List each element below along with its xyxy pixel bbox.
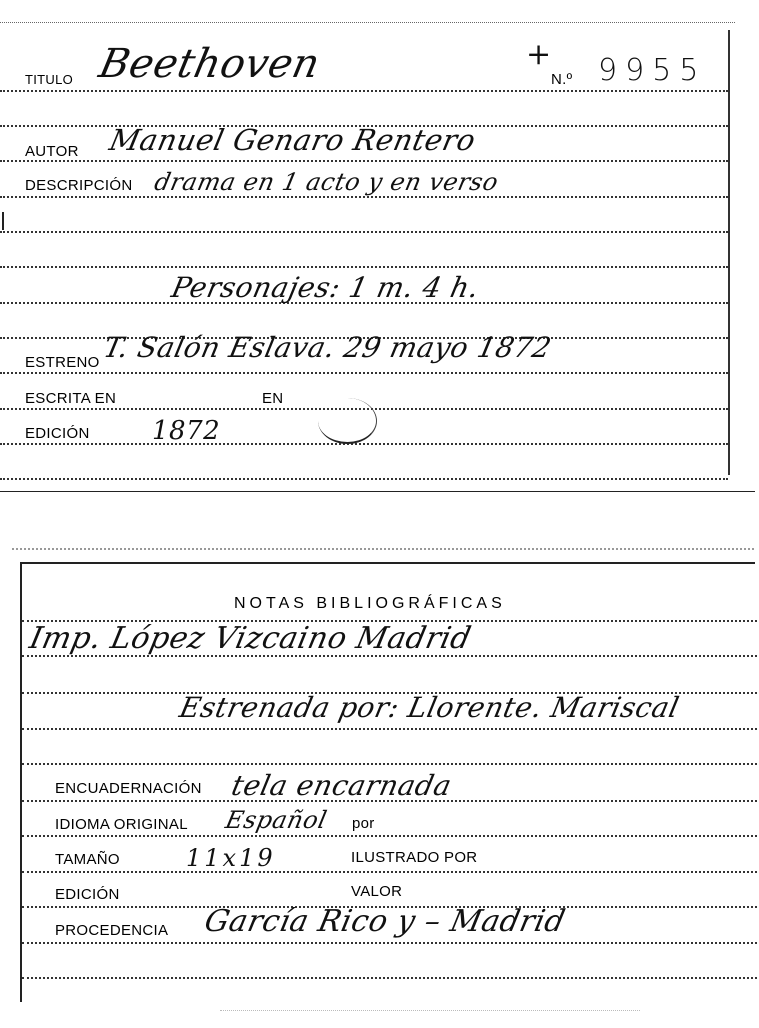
rule-line [22,942,757,944]
edicion-value: 1872 [152,416,221,446]
rule-line [22,835,757,837]
titulo-label: TITULO [25,72,74,87]
valor-label: VALOR [351,883,403,900]
personajes-note: Personajes: 1 m. 4 h. [168,271,483,304]
tamano-label: TAMAÑO [55,851,120,868]
procedencia-label: PROCEDENCIA [55,922,169,939]
autor-value: Manuel Genaro Rentero [106,123,479,157]
number-label: N.º [551,71,573,88]
rule-line [22,728,757,730]
rule-line [0,266,728,268]
tamano-value: 11x19 [186,844,276,872]
rule-line [0,443,728,445]
edicion2-label: EDICIÓN [55,886,120,903]
nota-estrenada: Estrenada por: Llorente. Mariscal [176,691,683,724]
nota-imprenta: Imp. López Vizcaino Madrid [26,621,475,656]
procedencia-value: García Rico y – Madrid [201,904,569,939]
escrita-label: ESCRITA EN [25,390,117,407]
rule-line [22,763,757,765]
card2-top-edge [20,562,755,564]
idioma-label: IDIOMA ORIGINAL [55,816,188,833]
card2-top-noise [12,548,754,550]
card1-left-mark [2,212,4,230]
rule-line [0,478,728,480]
card-number: 9955 [598,53,707,88]
encuadernacion-label: ENCUADERNACIÓN [55,780,202,797]
rule-line [22,871,757,873]
estreno-label: ESTRENO [25,354,100,371]
autor-label: AUTOR [25,143,79,160]
edicion-label: EDICIÓN [25,425,90,442]
cross-mark: + [526,37,552,72]
rule-line [0,196,728,198]
en-label: EN [262,390,284,407]
card2-bottom-noise [220,1010,640,1011]
descripcion-label: DESCRIPCIÓN [25,177,133,194]
encuadernacion-value: tela encarnada [228,769,455,802]
rule-line [0,372,728,374]
titulo-value: Beethoven [95,41,325,87]
card1-right-edge [728,30,730,475]
rule-line [0,231,728,233]
por-label: por [352,815,375,832]
ilustrado-label: ILUSTRADO POR [351,849,478,866]
estreno-value: T. Salón Eslava. 29 mayo 1872 [100,331,555,364]
card1-top-edge [0,22,735,23]
rule-line [22,977,757,979]
notas-header: NOTAS BIBLIOGRÁFICAS [234,595,506,612]
card1-bottom-edge [0,491,755,492]
card2-left-edge [20,562,22,1002]
ink-blot-mark [318,398,377,444]
idioma-value: Español [223,806,330,834]
rule-line [0,90,728,92]
rule-line [0,160,728,162]
descripcion-value: drama en 1 acto y en verso [152,168,501,196]
